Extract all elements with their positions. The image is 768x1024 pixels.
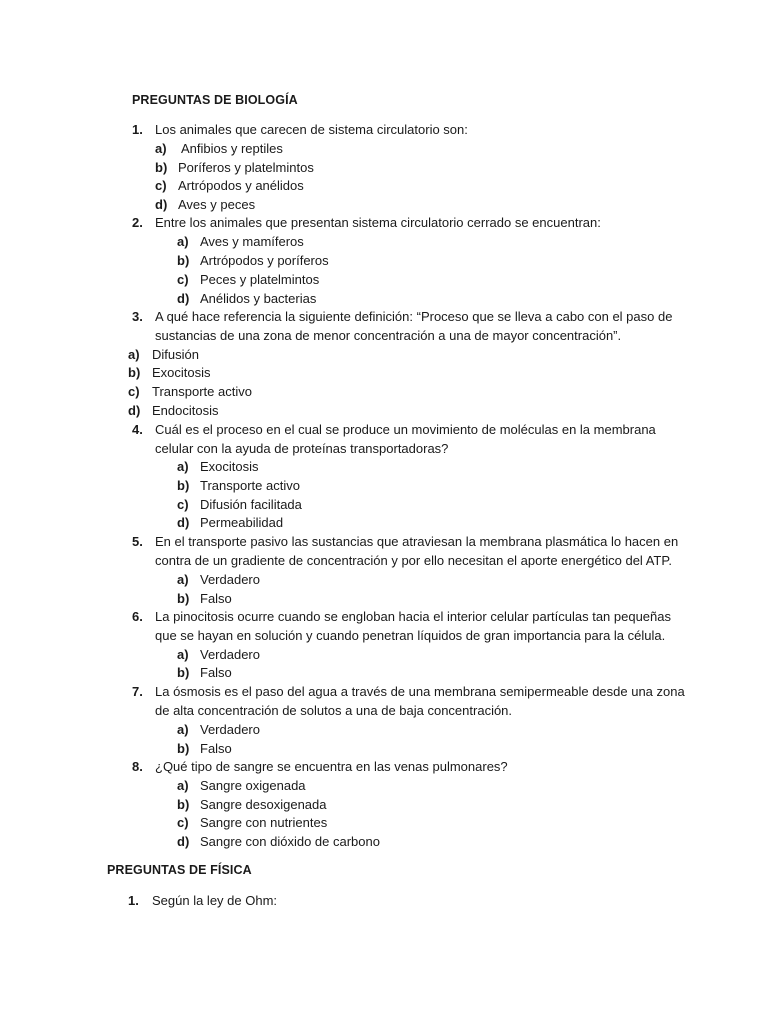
question-text: A qué hace referencia la siguiente definición: “Proceso que se lleva a cabo con el paso de	[155, 309, 673, 324]
option-text: Verdadero	[200, 572, 260, 587]
physics-heading: PREGUNTAS DE FÍSICA	[107, 863, 252, 877]
question-text: Según la ley de Ohm:	[152, 893, 278, 908]
question-number: 2.	[132, 215, 143, 230]
question-text: Entre los animales que presentan sistema circulatorio cerrado se encuentran:	[155, 215, 601, 230]
question-number: 8.	[132, 759, 143, 774]
option-letter: a)	[177, 459, 189, 474]
option-letter: d)	[128, 403, 141, 418]
question-text: Los animales que carecen de sistema circulatorio son:	[155, 122, 468, 137]
option-letter: b)	[177, 591, 190, 606]
option-letter: b)	[177, 478, 190, 493]
option-text: Poríferos y platelmintos	[178, 160, 314, 175]
question-number: 3.	[132, 309, 143, 324]
question-number: 7.	[132, 684, 143, 699]
option-text: Permeabilidad	[200, 515, 284, 530]
question-text: ¿Qué tipo de sangre se encuentra en las venas pulmonares?	[155, 759, 508, 774]
question-text-continued: de alta concentración de solutos a una de baja concentración.	[155, 703, 513, 718]
option-text: Anélidos y bacterias	[200, 291, 317, 306]
option-text: Verdadero	[200, 722, 260, 737]
option-text: Exocitosis	[152, 365, 211, 380]
option-letter: b)	[177, 253, 190, 268]
option-text: Transporte activo	[200, 478, 300, 493]
option-text: Exocitosis	[200, 459, 259, 474]
option-text: Difusión	[152, 347, 199, 362]
option-letter: a)	[177, 647, 189, 662]
question-number: 1.	[128, 893, 139, 908]
option-letter: c)	[177, 272, 189, 287]
option-letter: d)	[155, 197, 168, 212]
biology-heading: PREGUNTAS DE BIOLOGÍA	[132, 93, 298, 107]
option-letter: a)	[177, 722, 189, 737]
option-text: Aves y peces	[178, 197, 256, 212]
question-text-continued: sustancias de una zona de menor concentración a una de mayor concentración”.	[155, 328, 622, 343]
option-letter: b)	[128, 365, 141, 380]
option-text: Falso	[200, 665, 232, 680]
question-text: En el transporte pasivo las sustancias que atraviesan la membrana plasmática lo hacen en	[155, 534, 679, 549]
option-letter: b)	[177, 741, 190, 756]
option-text: Falso	[200, 591, 232, 606]
question-text-continued: celular con la ayuda de proteínas transportadoras?	[155, 441, 449, 456]
question-number: 4.	[132, 422, 143, 437]
option-text: Anfibios y reptiles	[181, 141, 283, 156]
option-letter: d)	[177, 515, 190, 530]
question-number: 1.	[132, 122, 143, 137]
question-number: 5.	[132, 534, 143, 549]
option-letter: a)	[177, 234, 189, 249]
option-text: Sangre con dióxido de carbono	[200, 834, 380, 849]
option-letter: d)	[177, 834, 190, 849]
option-letter: b)	[155, 160, 168, 175]
question-text: La ósmosis es el paso del agua a través de una membrana semipermeable desde una zona	[155, 684, 685, 699]
option-text: Endocitosis	[152, 403, 219, 418]
option-letter: c)	[155, 178, 167, 193]
option-text: Sangre desoxigenada	[200, 797, 327, 812]
option-letter: a)	[155, 141, 167, 156]
question-number: 6.	[132, 609, 143, 624]
option-letter: d)	[177, 291, 190, 306]
option-text: Artrópodos y anélidos	[178, 178, 304, 193]
question-text: La pinocitosis ocurre cuando se engloban hacia el interior celular partículas tan pequeñas	[155, 609, 671, 624]
option-letter: b)	[177, 665, 190, 680]
option-letter: c)	[128, 384, 140, 399]
option-text: Difusión facilitada	[200, 497, 302, 512]
question-text: Cuál es el proceso en el cual se produce un movimiento de moléculas en la membrana	[155, 422, 656, 437]
option-text: Peces y platelmintos	[200, 272, 320, 287]
option-letter: c)	[177, 497, 189, 512]
question-text-continued: contra de un gradiente de concentración y por ello necesitan el aporte energético del ATP.	[155, 553, 672, 568]
option-letter: a)	[177, 572, 189, 587]
question-text-continued: que se hayan en solución y cuando penetran líquidos de gran importancia para la célula.	[155, 628, 666, 643]
option-text: Aves y mamíferos	[200, 234, 304, 249]
option-letter: c)	[177, 815, 189, 830]
option-text: Verdadero	[200, 647, 260, 662]
option-text: Falso	[200, 741, 232, 756]
option-letter: b)	[177, 797, 190, 812]
option-text: Transporte activo	[152, 384, 252, 399]
option-text: Sangre con nutrientes	[200, 815, 328, 830]
option-text: Artrópodos y poríferos	[200, 253, 329, 268]
option-text: Sangre oxigenada	[200, 778, 306, 793]
option-letter: a)	[177, 778, 189, 793]
option-letter: a)	[128, 347, 140, 362]
